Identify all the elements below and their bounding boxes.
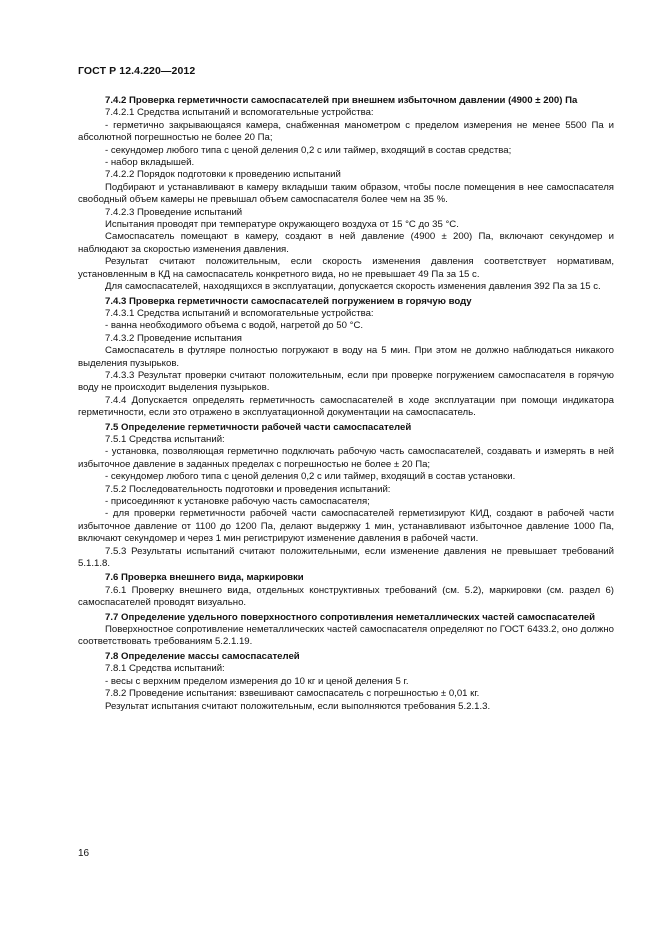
section-heading: 7.4.3 Проверка герметичности самоспасателей погружением в горячую воду (105, 295, 472, 307)
paragraph: - присоединяют к установке рабочую часть самоспасателя; (105, 496, 370, 507)
paragraph: 7.5.2 Последовательность подготовки и проведения испытаний: (105, 483, 391, 495)
paragraph: 7.4.3.1 Средства испытаний и вспомогательные устройства: (105, 307, 374, 319)
paragraph: - установка, позволяющая герметично подключать рабочую часть самоспасателей, создавать и измерять в ней избыточное давление в заданных пределах с погрешностью не более ± 20 Па; (78, 446, 614, 470)
document-header: ГОСТ Р 12.4.220—2012 (78, 65, 196, 77)
paragraph: Подбирают и устанавливают в камеру вкладыши таким образом, чтобы после помещения в нее самоспасателя свободный объем камеры не превышал объем самоспасателя более чем на 35 %. (78, 181, 614, 206)
paragraph: - ванна необходимого объема с водой, нагретой до 50 °С. (105, 320, 364, 332)
paragraph: 7.4.2.1 Средства испытаний и вспомогательные устройства: (105, 107, 374, 119)
paragraph: 7.4.2.3 Проведение испытаний (105, 206, 243, 218)
paragraph: - весы с верхним пределом измерения до 10 кг и ценой деления 5 г. (105, 675, 409, 687)
paragraph: 7.4.4 Допускается определять герметичность самоспасателей в ходе эксплуатации при помощи индикатора герметичности, если это отражено в эксплуатационной документации на самоспасатель. (78, 394, 614, 419)
paragraph: - для проверки герметичности рабочей части самоспасателей герметизируют КИД, создают в рабочей части избыточное давление от 1100 до 1200 Па, делают выдержку 1 мин, устанавливают избыточное давление 1000 Па, включают секундомер и через 1 мин регистрируют изменение давления в рабочей части. (78, 508, 614, 545)
paragraph: - секундомер любого типа с ценой деления 0,2 с или таймер, входящий в состав средства; (105, 144, 512, 156)
section-heading: 7.8 Определение массы самоспасателей (105, 650, 300, 662)
section-heading: 7.5 Определение герметичности рабочей части самоспасателей (105, 421, 412, 433)
section-heading: 7.4.2 Проверка герметичности самоспасателей при внешнем избыточном давлении (4900 ± 200) Па (105, 95, 578, 106)
paragraph: 7.4.2.2 Порядок подготовки к проведению испытаний (105, 169, 341, 181)
paragraph: 7.5.1 Средства испытаний: (105, 433, 225, 445)
paragraph: Результат испытания считают положительным, если выполняются требования 5.2.1.3. (105, 700, 491, 712)
paragraph: 7.8.2 Проведение испытания: взвешивают самоспасатель с погрешностью ± 0,01 кг. (105, 688, 480, 700)
paragraph: Самоспасатель в футляре полностью погружают в воду на 5 мин. При этом не должно наблюдаться никакого выделения пузырьков. (78, 345, 614, 369)
paragraph: 7.4.3.2 Проведение испытания (105, 332, 242, 344)
paragraph: - набор вкладышей. (105, 157, 195, 169)
page-number: 16 (78, 848, 90, 859)
paragraph: Самоспасатель помещают в камеру, создают в ней давление (4900 ± 200) Па, включают секундомер и наблюдают за скоростью изменения давления. (78, 231, 614, 255)
paragraph: - секундомер любого типа с ценой деления 0,2 с или таймер, входящий в состав установки. (105, 471, 516, 483)
section-heading: 7.7 Определение удельного поверхностного сопротивления неметаллических частей самоспасателей (105, 611, 596, 623)
paragraph: Для самоспасателей, находящихся в эксплуатации, допускается скорость изменения давления 392 Па за 15 с. (105, 281, 601, 293)
document-body (78, 93, 614, 713)
paragraph: 7.4.3.3 Результат проверки считают положительным, если при проверке погружением самоспасателя в горячую воду не происходит выделения пузырьков. (78, 369, 614, 394)
paragraph: Результат считают положительным, если скорость изменения давления соответствует нормативам, установленным в КД на самоспасатель конкретного вида, но не превышает 49 Па за 15 с. (78, 256, 614, 280)
paragraph: Испытания проводят при температуре окружающего воздуха от 15 °С до 35 °С. (105, 219, 459, 231)
section-heading: 7.6 Проверка внешнего вида, маркировки (105, 572, 304, 584)
paragraph: 7.5.3 Результаты испытаний считают положительными, если изменение давления не превышает требований 5.1.1.8. (78, 545, 614, 570)
paragraph: 7.8.1 Средства испытаний: (105, 663, 225, 675)
paragraph: Поверхностное сопротивление неметаллических частей самоспасателя определяют по ГОСТ 6433.2, оно должно соответствовать требованиям 5.2.1.19. (78, 624, 614, 648)
paragraph: - герметично закрывающаяся камера, снабженная манометром с пределом измерения не менее 5500 Па и абсолютной погрешностью не более 20 Па; (78, 119, 614, 144)
paragraph: 7.6.1 Проверку внешнего вида, отдельных конструктивных требований (см. 5.2), маркировки (см. раздел 6) самоспасателей проводят визуально. (78, 584, 614, 609)
